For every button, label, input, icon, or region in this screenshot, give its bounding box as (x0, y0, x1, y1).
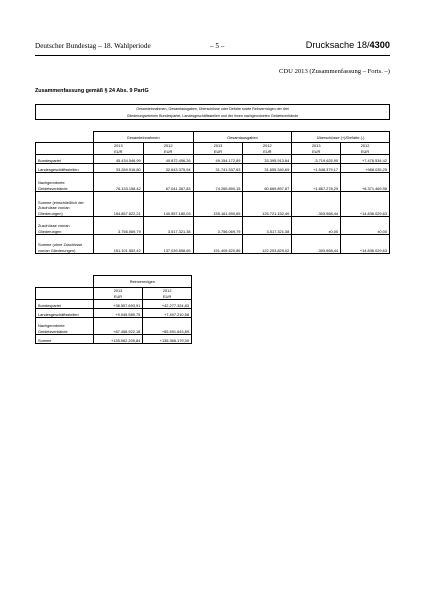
table-cell: +6.371.469,96 (341, 173, 390, 192)
table-cell: 151.101.552,42 (93, 235, 143, 254)
table-cell: 74.265.890,15 (193, 173, 243, 192)
row-label: Landesgeschäftsstellen (36, 309, 94, 318)
row-label: Landesgeschäftsstellen (36, 164, 94, 173)
table-row (36, 300, 192, 309)
table-cell: +85.591.643,89 (143, 318, 192, 335)
intro-line-2: Gliederungsebenen Bundespartei, Landesgeschäftsstellen und der ihnen nachgeordneten Gebietsverbände (126, 113, 299, 118)
table-cell: 155.161.590,65 (193, 192, 243, 217)
table-cell: +14.836.029,63 (341, 192, 390, 217)
group-header: Reinvermögen (93, 276, 191, 288)
table-cell: ±0,00 (292, 217, 341, 235)
table-cell: 76.133.158,42 (93, 173, 143, 192)
header-page-number: – 5 – (210, 42, 225, 50)
table-cell: 137.039.858,65 (143, 235, 193, 254)
table-row (36, 235, 390, 254)
year-header: 2012 (143, 288, 192, 294)
group-header: Gesamtausgaben (193, 132, 292, 143)
unit-header: EUR (93, 149, 143, 155)
table-cell: 49.154.172,89 (193, 155, 243, 164)
table-cell: 33.289.916,80 (93, 164, 143, 173)
table-cell: +1.867.278,29 (292, 173, 341, 192)
table-cell: 40.872.456,26 (143, 155, 193, 164)
year-header: 2013 (292, 143, 341, 149)
table-row (36, 164, 390, 173)
table-cell: +7.476.534,42 (341, 155, 390, 164)
intro-line-1: Gesamteinnahmen, Gesamtausgaben, Überschüsse oder Defizite sowie Reinvermögen der drei (136, 107, 289, 111)
header-rule (35, 55, 390, 56)
table-cell: 3.756.069,79 (93, 217, 143, 235)
table-cell: 60.669.897,87 (243, 173, 292, 192)
table-cell: +9.045.589,75 (93, 309, 143, 318)
year-header: 2013 (93, 143, 143, 149)
unit-header: EUR (292, 149, 341, 155)
table-cell: +7.497.210,58 (143, 309, 192, 318)
table-row (36, 335, 192, 344)
table-cell: ±0,00 (341, 217, 390, 235)
table-cell: -303.968,44 (292, 192, 341, 217)
table-cell: -303.968,44 (292, 235, 341, 254)
table-cell: 3.517.321,38 (243, 217, 292, 235)
row-label: Nachgeordnete Gebietsverbände (36, 318, 94, 335)
row-label: Bundespartei (36, 155, 94, 164)
unit-header: EUR (143, 294, 192, 300)
table-cell: 3.756.069,79 (193, 217, 243, 235)
section-subheader: CDU 2013 (Zusammenfassung – Forts. –) (279, 68, 390, 75)
table-cell: 151.405.520,86 (193, 235, 243, 254)
table-cell: 125.721.152,40 (243, 192, 292, 217)
table-row (36, 309, 192, 318)
table-cell: 122.203.829,02 (243, 235, 292, 254)
table-row (36, 155, 390, 164)
table-cell: 154.857.622,21 (93, 192, 143, 217)
table-cell: +14.836.029,63 (341, 235, 390, 254)
row-label: Summe (ohne Zuschüsse von/an Gliederungen) (36, 235, 94, 254)
table-cell: +1.548.379,17 (292, 164, 341, 173)
table-cell: +42.277.324,83 (143, 300, 192, 309)
section-title: Zusammenfassung gemäß § 24 Abs. 9 PartG (35, 88, 149, 94)
table-row (36, 217, 390, 235)
intro-box (35, 104, 390, 120)
table-row (36, 173, 390, 192)
table-cell: 31.655.340,69 (243, 164, 292, 173)
table-cell: 45.434.546,99 (93, 155, 143, 164)
table-cell: 33.395.913,84 (243, 155, 292, 164)
header-doc-prefix: Drucksache 18/ (305, 40, 370, 50)
table-row (36, 318, 192, 335)
table-group-header-row (36, 132, 390, 143)
table-group-header-row (36, 276, 192, 288)
page-header (35, 40, 390, 54)
row-label: Nachgeordnete Gebietsverbände (36, 173, 94, 192)
table-cell: +988.035,25 (341, 164, 390, 173)
table-cell: 32.643.375,94 (143, 164, 193, 173)
row-label: Summe (36, 335, 94, 344)
row-label: Zuschüsse von/an Gliederungen (36, 217, 94, 235)
year-header: 2012 (341, 143, 390, 149)
unit-header: EUR (93, 294, 143, 300)
table-cell: +135.062.205,84 (93, 335, 143, 344)
group-header: Überschüsse (+)/Defizite (-) (292, 132, 390, 143)
year-header: 2013 (93, 288, 143, 294)
unit-header: EUR (243, 149, 292, 155)
year-header: 2013 (193, 143, 243, 149)
table-cell: +87.458.922,18 (93, 318, 143, 335)
unit-header: EUR (193, 149, 243, 155)
year-header: 2012 (143, 143, 193, 149)
table-row (36, 192, 390, 217)
table-cell: 67.041.367,83 (143, 173, 193, 192)
unit-header: EUR (143, 149, 193, 155)
summary-table (35, 131, 390, 254)
year-header: 2012 (243, 143, 292, 149)
row-label: Summe (einschließlich der Zuschüsse von/an Gliederungen) (36, 192, 94, 217)
header-doc-number: 4300 (369, 40, 390, 50)
unit-header: EUR (341, 149, 390, 155)
table-cell: +38.557.693,91 (93, 300, 143, 309)
table-cell: 3.517.321,38 (143, 217, 193, 235)
table-cell: +135.366.179,30 (143, 335, 192, 344)
net-assets-table (35, 275, 192, 344)
table-cell: 31.741.537,63 (193, 164, 243, 173)
table-cell: -3.719.625,90 (292, 155, 341, 164)
table-cell: 140.557.180,03 (143, 192, 193, 217)
header-publication: Deutscher Bundestag – 18. Wahlperiode (35, 42, 151, 50)
row-label: Bundespartei (36, 300, 94, 309)
group-header: Gesamteinnahmen (93, 132, 193, 143)
header-document-number (306, 40, 390, 50)
